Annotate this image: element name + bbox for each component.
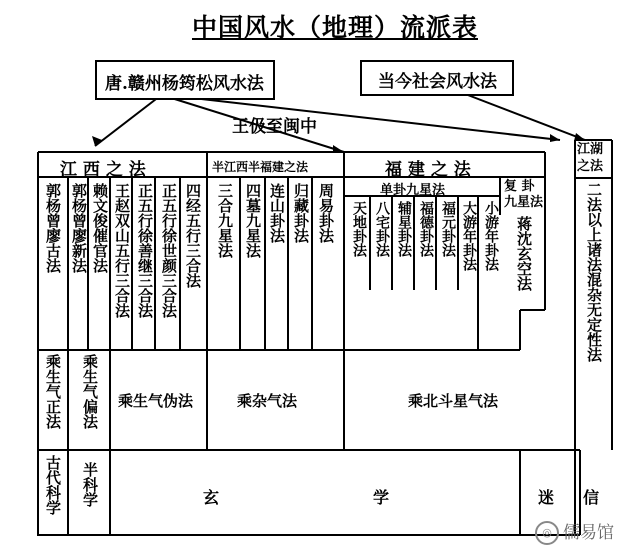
modern-society-box (360, 60, 514, 96)
col-xu-shiyan: 正五行徐世颜三合法 (160, 183, 178, 318)
yang-yunsong-box (95, 60, 275, 100)
col-guicang: 归藏卦法 (292, 183, 310, 243)
page-title: 中国风水（地理）流派表 (191, 13, 478, 42)
watermark-label: 儒易馆 (563, 523, 614, 543)
xue-char: 学 (373, 488, 390, 507)
yang-yunsong-label: 唐.赣州杨筠松风水法 (105, 74, 264, 94)
col-fuyuan: 福元卦法 (440, 201, 456, 257)
col-xiao-younian: 小游年卦法 (483, 201, 499, 271)
half-header: 半江西半福建之法 (212, 160, 309, 174)
col-guo-yang-new: 郭杨曾廖新法 (70, 183, 88, 273)
ancient-science: 古代科学 (44, 455, 62, 515)
fugua-header: 复 卦九星法 (504, 179, 544, 210)
col-sanhe-jiuxing: 三合九星法 (216, 183, 234, 258)
col-jianghu-mixed: 二法以上诸法混杂无定性法 (585, 182, 603, 362)
xin-char: 信 (583, 488, 600, 507)
watermark-logo-icon: ◎ (535, 521, 559, 545)
jianghu-header: 江湖之法 (577, 142, 604, 174)
col-lianshan: 连山卦法 (268, 183, 286, 243)
arrow-label: 王伋至闽中 (232, 117, 317, 137)
col-xu-shanji: 正五行徐善继三合法 (136, 183, 154, 318)
xuan-char: 玄 (203, 488, 220, 507)
col-fuxing: 辅星卦法 (396, 201, 412, 257)
semi-science: 半科学 (81, 462, 99, 507)
fujian-header: 福 建 之 法 (385, 160, 471, 180)
qi-pian: 乘生气偏法 (81, 354, 99, 429)
col-bazhai: 八宅卦法 (374, 201, 390, 257)
jiangxi-header: 江 西 之 法 (60, 160, 146, 180)
qi-zheng: 乘生气正法 (44, 354, 62, 429)
col-da-younian: 大游年卦法 (461, 201, 477, 271)
col-lai-wenjun: 赖文俊催官法 (91, 183, 109, 273)
danggua-header: 单卦九星法 (380, 183, 446, 198)
col-simu-jiuxing: 四墓九星法 (244, 183, 262, 258)
mi-char: 迷 (538, 488, 555, 507)
col-guo-yang-old: 郭杨曾廖古法 (44, 183, 62, 273)
col-tiandi: 天地卦法 (351, 201, 367, 257)
col-jiang-shen: 蒋沈玄空法 (515, 216, 533, 291)
col-fude: 福德卦法 (418, 201, 434, 257)
col-sijing: 四经五行三合法 (184, 183, 202, 288)
qi-wei: 乘生气伪法 (118, 392, 194, 410)
modern-society-label: 当今社会风水法 (378, 72, 497, 92)
qi-za: 乘杂气法 (237, 392, 298, 410)
qi-beidou: 乘北斗星气法 (408, 392, 499, 410)
col-zhouyi: 周易卦法 (317, 183, 335, 243)
col-wang-zhao: 王赵双山五行三合法 (113, 183, 131, 318)
watermark (535, 518, 614, 545)
